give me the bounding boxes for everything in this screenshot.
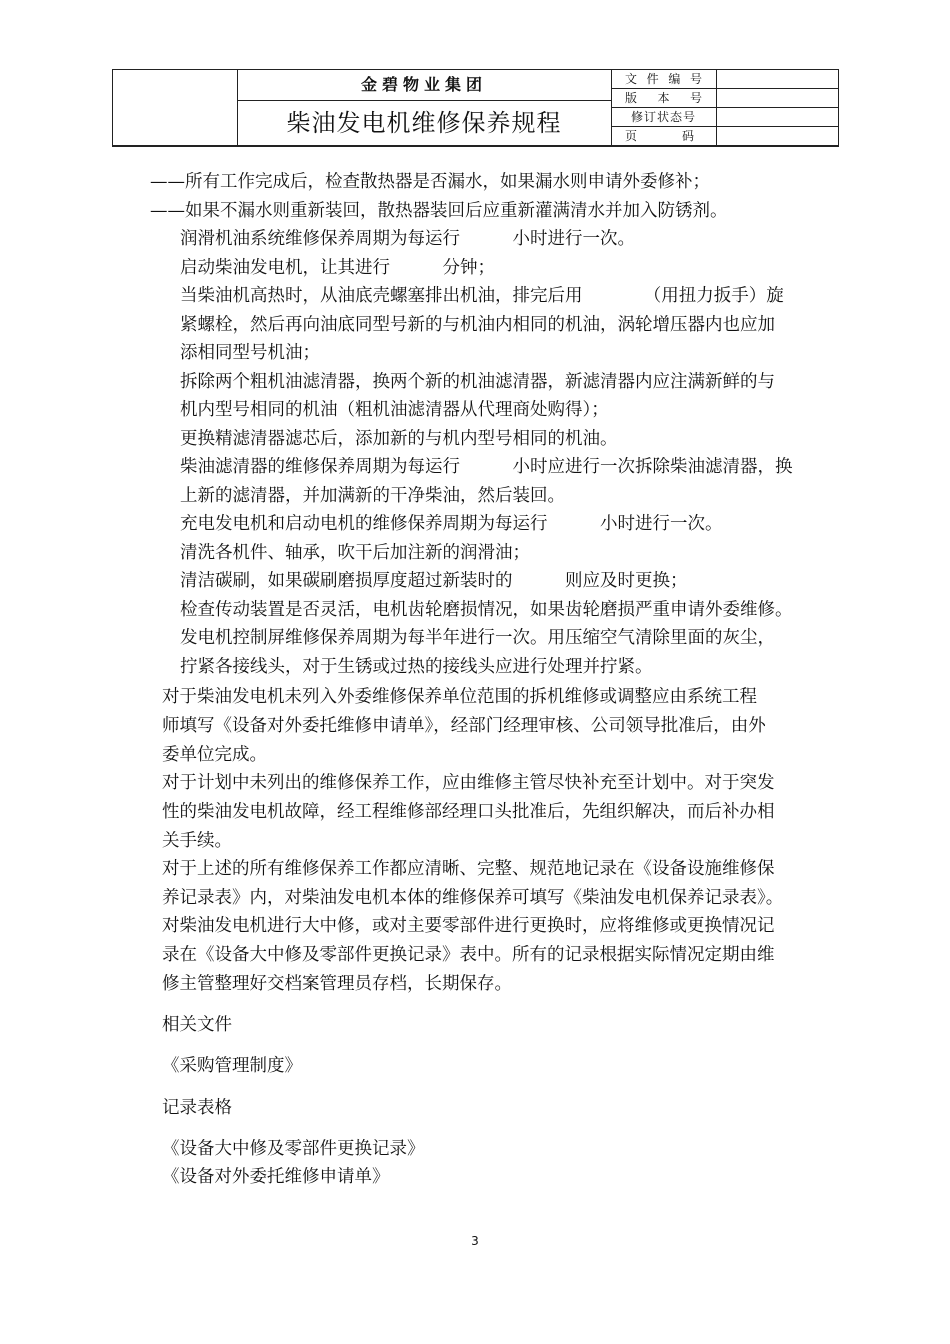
body-line: 录在《设备大中修及零部件更换记录》表中。所有的记录根据实际情况定期由维 [162, 945, 775, 965]
record-form-item: 《设备大中修及零部件更换记录》 [162, 1139, 425, 1159]
body-line: ——如果不漏水则重新装回，散热器装回后应重新灌满清水并加入防锈剂。 [150, 201, 728, 221]
body-line: 对于柴油发电机未列入外委维修保养单位范围的拆机维修或调整应由系统工程 [162, 687, 757, 707]
document-header-table [112, 69, 839, 147]
body-line: 性的柴油发电机故障，经工程维修部经理口头批准后，先组织解决，而后补办相 [162, 802, 775, 822]
body-line: 柴油滤清器的维修保养周期为每运行 小时应进行一次拆除柴油滤清器，换 [180, 457, 793, 477]
title-cell [237, 70, 612, 145]
section-heading-record-forms: 记录表格 [162, 1098, 232, 1118]
body-line: ——所有工作完成后，检查散热器是否漏水，如果漏水则申请外委修补； [150, 172, 710, 192]
body-line: 对柴油发电机进行大中修，或对主要零部件进行更换时，应将维修或更换情况记 [162, 916, 775, 936]
body-line: 清洁碳刷，如果碳刷磨损厚度超过新装时的 则应及时更换； [180, 571, 688, 591]
label-version-number: 版 本 号 [611, 89, 716, 108]
body-line: 关手续。 [162, 831, 232, 851]
body-line: 充电发电机和启动电机的维修保养周期为每运行 小时进行一次。 [180, 514, 723, 534]
body-line: 对于计划中未列出的维修保养工作，应由维修主管尽快补充至计划中。对于突发 [162, 773, 775, 793]
value-page [716, 127, 838, 146]
field-values-column [716, 70, 838, 145]
body-line: 修主管整理好交档案管理员存档，长期保存。 [162, 974, 512, 994]
label-file-number: 文 件 编 号 [611, 70, 716, 89]
body-line: 当柴油机高热时，从油底壳螺塞排出机油，排完后用 （用扭力扳手）旋 [180, 286, 784, 306]
logo-cell [113, 70, 238, 145]
body-line: 润滑机油系统维修保养周期为每运行 小时进行一次。 [180, 229, 635, 249]
body-line: 养记录表》内，对柴油发电机本体的维修保养可填写《柴油发电机保养记录表》。 [162, 888, 784, 908]
body-line: 委单位完成。 [162, 745, 267, 765]
body-line: 机内型号相同的机油（粗机油滤清器从代理商处购得）； [180, 400, 609, 420]
value-version-number [716, 89, 838, 108]
document-title: 柴油发电机维修保养规程 [286, 109, 562, 137]
body-line: 拆除两个粗机油滤清器，换两个新的机油滤清器，新滤清器内应注满新鲜的与 [180, 372, 775, 392]
body-line: 紧螺栓，然后再向油底同型号新的与机油内相同的机油，涡轮增压器内也应加 [180, 315, 775, 335]
body-line: 发电机控制屏维修保养周期为每半年进行一次。用压缩空气清除里面的灰尘， [180, 628, 775, 648]
body-line: 清洗各机件、轴承，吹干后加注新的润滑油； [180, 543, 530, 563]
body-line: 上新的滤清器，并加满新的干净柴油，然后装回。 [180, 486, 565, 506]
body-line: 添相同型号机油； [180, 343, 320, 363]
section-heading-related-documents: 相关文件 [162, 1015, 232, 1035]
value-revision-status [716, 108, 838, 127]
label-revision-status: 修订状态号 [611, 108, 716, 127]
label-page: 页 码 [625, 129, 694, 143]
record-form-item: 《设备对外委托维修申请单》 [162, 1167, 390, 1187]
company-name: 金碧物业集团 [237, 70, 611, 101]
body-line: 启动柴油发电机，让其进行 分钟； [180, 258, 495, 278]
body-line: 检查传动装置是否灵活，电机齿轮磨损情况，如果齿轮磨损严重申请外委维修。 [180, 600, 793, 620]
value-file-number [716, 70, 838, 89]
page-number: 3 [471, 1234, 479, 1248]
related-document-item: 《采购管理制度》 [162, 1056, 302, 1076]
field-labels-column [611, 70, 717, 145]
body-line: 更换精滤清器滤芯后，添加新的与机内型号相同的机油。 [180, 429, 618, 449]
body-line: 师填写《设备对外委托维修申请单》，经部门经理审核、公司领导批准后，由外 [162, 716, 766, 736]
body-line: 对于上述的所有维修保养工作都应清晰、完整、规范地记录在《设备设施维修保 [162, 859, 775, 879]
body-line: 拧紧各接线头，对于生锈或过热的接线头应进行处理并拧紧。 [180, 657, 653, 677]
